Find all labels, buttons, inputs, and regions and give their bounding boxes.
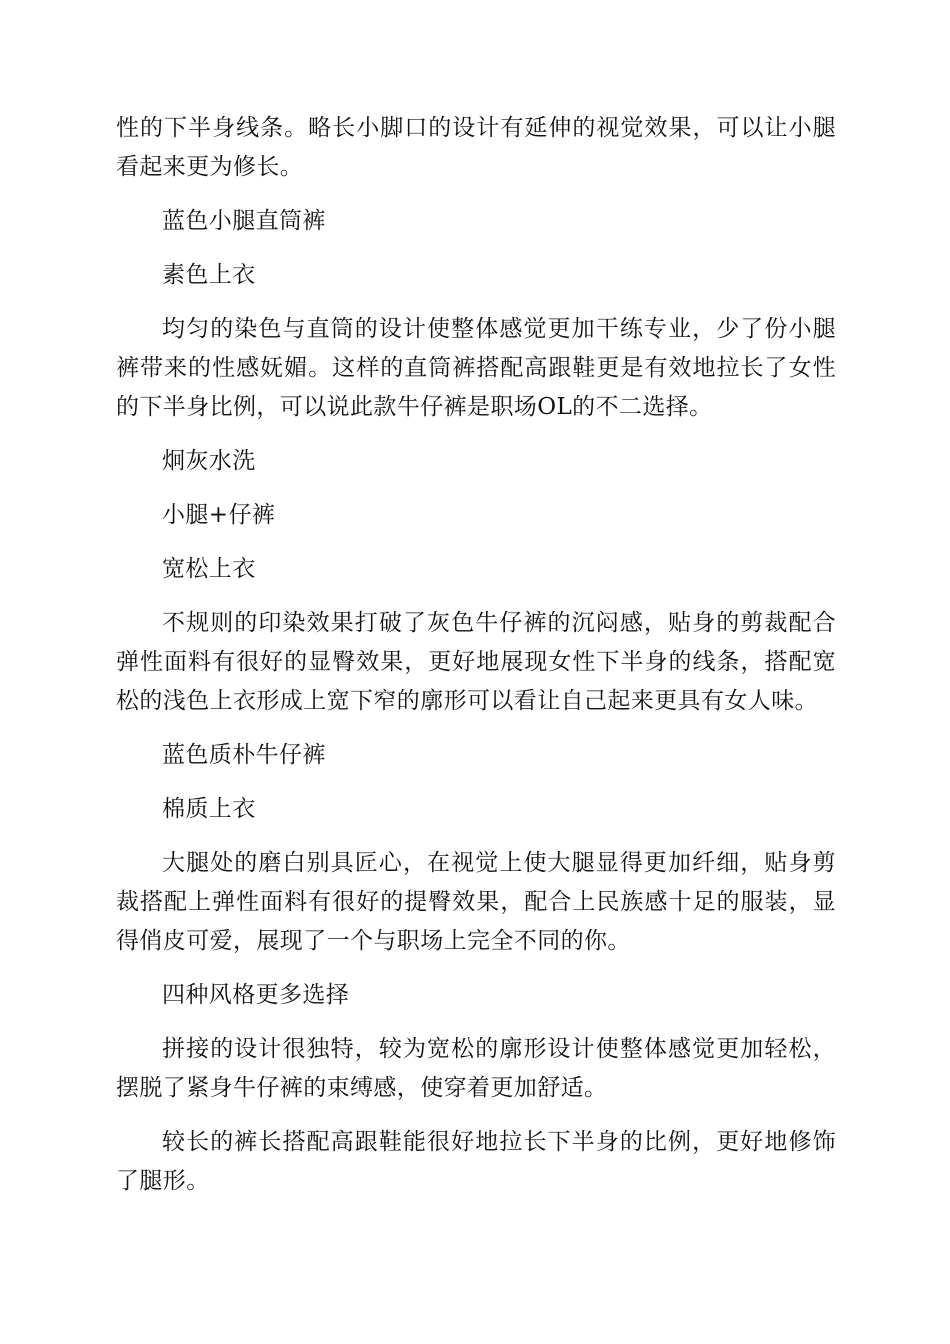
paragraph-blue-plain-jeans: 大腿处的磨白别具匠心，在视觉上使大腿显得更加纤细，贴身剪裁搭配上弹性面料有很好的提臀效果，配合上民族感十足的服装，显得俏皮可爱，展现了一个与职场上完全不同的你。 — [116, 850, 836, 954]
paragraph-grey-jeans: 不规则的印染效果打破了灰色牛仔裤的沉闷感，贴身的剪裁配合弹性面料有很好的显臀效果，更好地展现女性下半身的线条，搭配宽松的浅色上衣形成上宽下窄的廓形可以看让自己起来更具有女人味。 — [116, 610, 836, 714]
subheading-plain-top: 素色上衣 — [162, 262, 256, 288]
paragraph-straight-jeans: 均匀的染色与直筒的设计使整体感觉更加干练专业，少了份小腿裤带来的性感妩媚。这样的直筒裤搭配高跟鞋更是有效地拉长了女性的下半身比例，可以说此款牛仔裤是职场OL的不二选择。 — [116, 316, 836, 420]
paragraph-patchwork-design: 拼接的设计很独特，较为宽松的廓形设计使整体感觉更加轻松，摆脱了紧身牛仔裤的束缚感，使穿着更加舒适。 — [116, 1036, 836, 1101]
paragraph-long-trousers: 较长的裤长搭配高跟鞋能很好地拉长下半身的比例，更好地修饰了腿形。 — [116, 1129, 836, 1194]
subheading-loose-top: 宽松上衣 — [162, 556, 256, 582]
paragraph-continuation: 性的下半身线条。略长小脚口的设计有延伸的视觉效果，可以让小腿看起来更为修长。 — [116, 115, 836, 180]
heading-blue-straight-jeans: 蓝色小腿直筒裤 — [162, 208, 326, 234]
subheading-skinny-jeans: 小腿+仔裤 — [162, 502, 276, 528]
heading-grey-wash: 炯灰水洗 — [162, 448, 256, 474]
heading-four-styles: 四种风格更多选择 — [162, 982, 350, 1008]
document-body — [116, 109, 836, 1201]
subheading-cotton-top: 棉质上衣 — [162, 796, 256, 822]
heading-blue-plain-jeans: 蓝色质朴牛仔裤 — [162, 742, 326, 768]
